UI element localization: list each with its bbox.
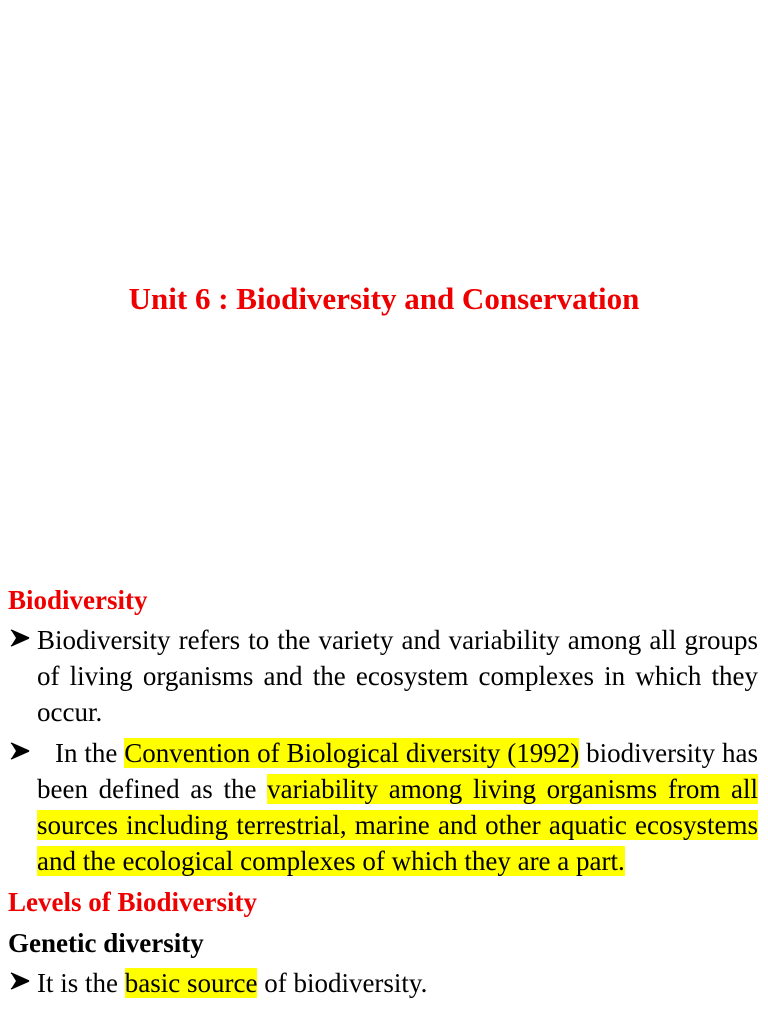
- bullet-text: Biodiversity refers to the variety and variability among all groups of living organisms and the ecosystem complexes in which they occur.: [37, 625, 758, 727]
- bullet-text-segment: In the: [55, 738, 125, 768]
- highlighted-text: variability among living organisms from all sources including terrestrial, marine and other aquatic ecosystems and the ecological complexes of which they are a part.: [37, 774, 759, 876]
- bullet-convention: [8, 735, 758, 879]
- arrowhead-bullet-icon: [8, 622, 32, 658]
- bullet-definition: [8, 622, 758, 730]
- bullet-text-segment: of biodiversity.: [257, 968, 428, 998]
- arrowhead-bullet-icon: [8, 965, 32, 1001]
- bullet-text-segment: It is the: [37, 968, 125, 998]
- page-title: Unit 6 : Biodiversity and Conservation: [128, 281, 640, 316]
- section-heading-genetic: Genetic diversity: [8, 928, 204, 958]
- section-heading-levels: Levels of Biodiversity: [8, 887, 257, 917]
- highlighted-text: Convention of Biological diversity (1992): [124, 738, 580, 768]
- bullet-text-segment: biodiversity has been defined as the: [37, 738, 758, 804]
- document-body: [8, 582, 758, 1006]
- arrowhead-bullet-icon: [8, 735, 32, 771]
- highlighted-text: basic source: [124, 968, 258, 998]
- bullet-basic-source: [8, 965, 758, 1001]
- section-heading-biodiversity: Biodiversity: [8, 585, 148, 615]
